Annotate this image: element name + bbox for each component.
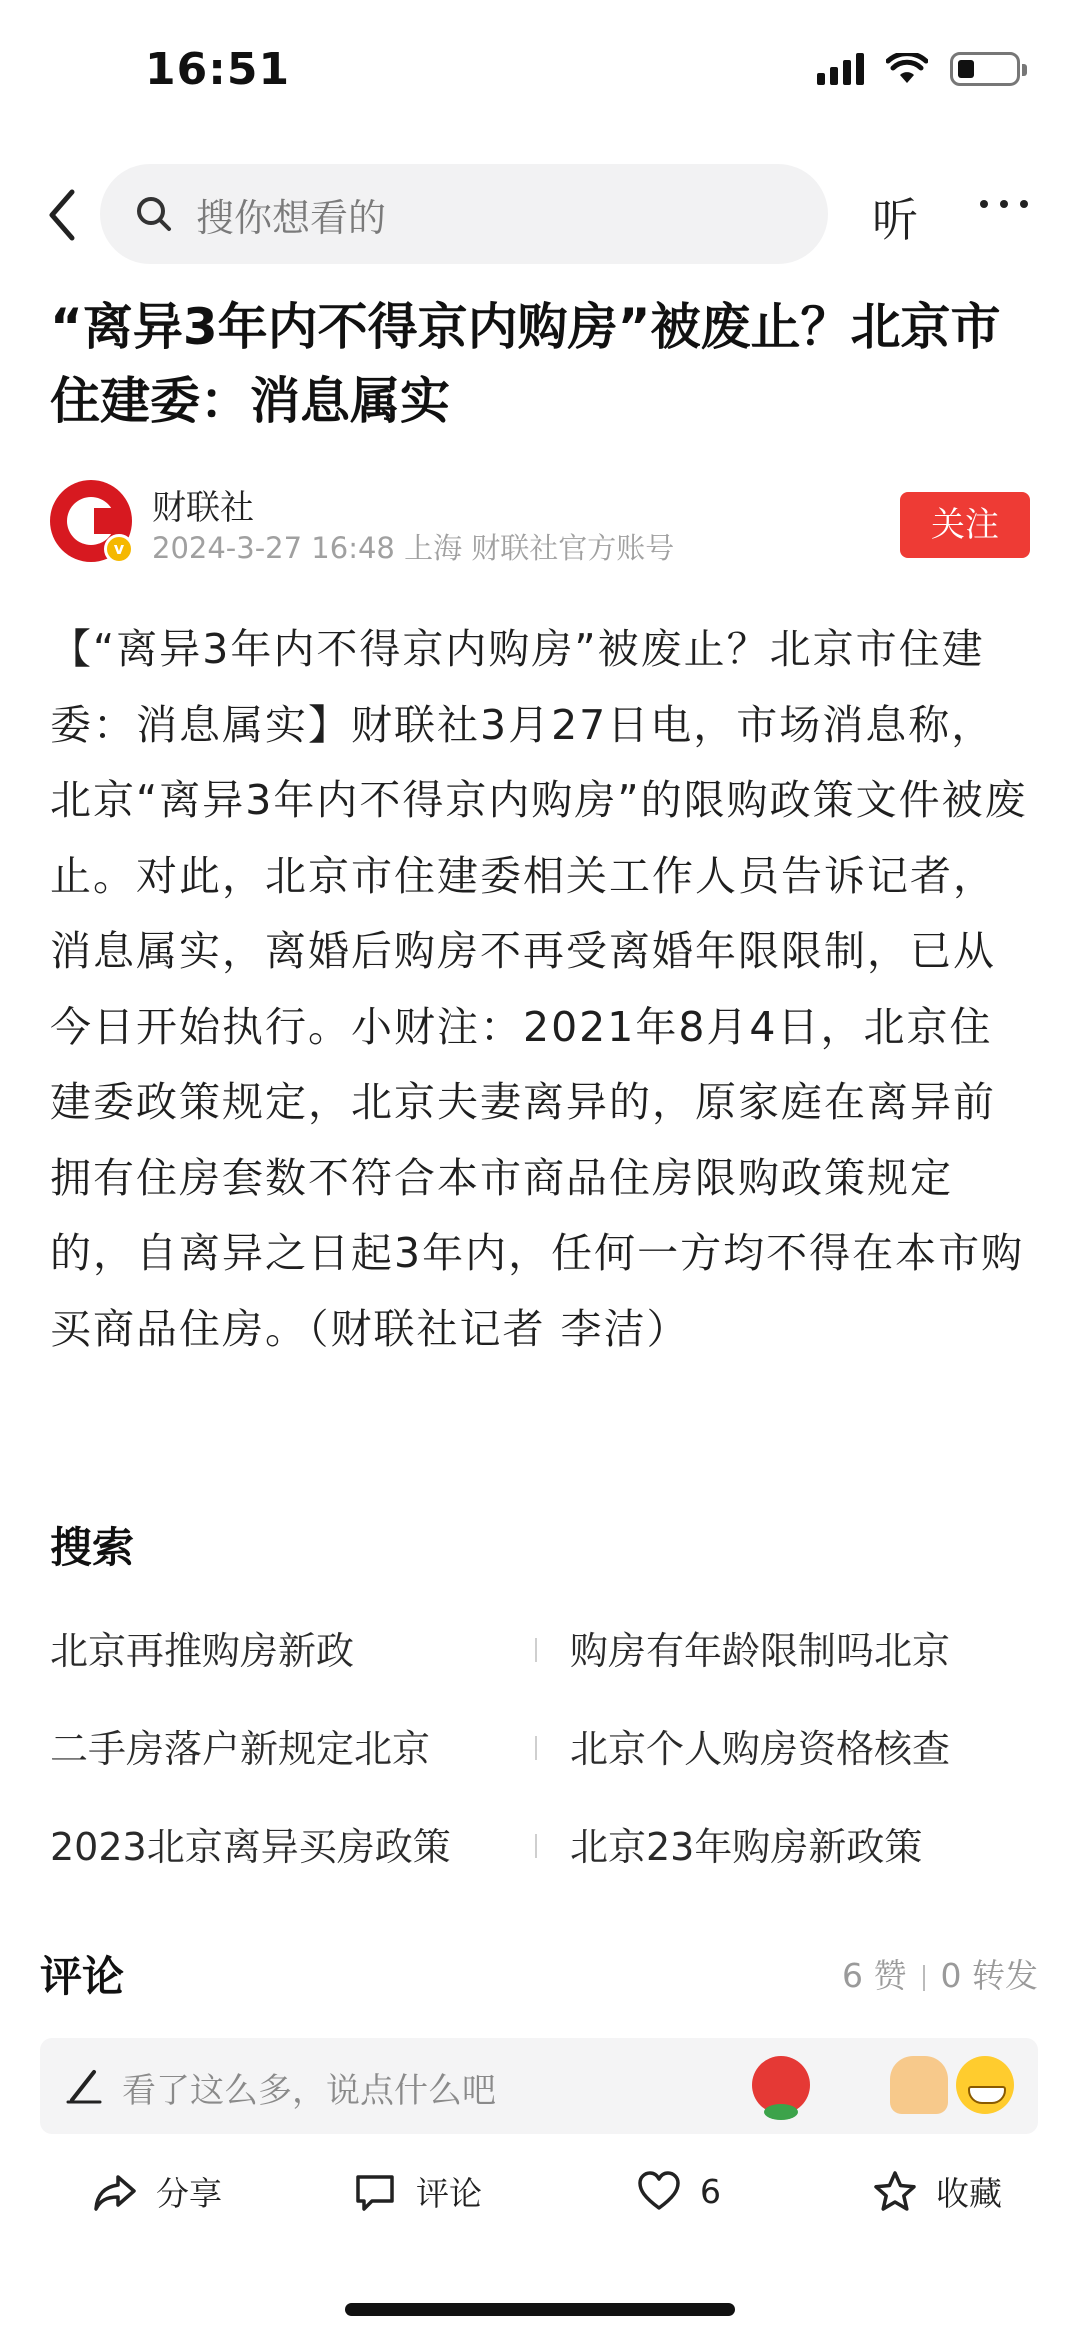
comment-placeholder: 看了这么多，说点什么吧 [122, 2071, 496, 2111]
nav-bar [0, 160, 1080, 270]
cellular-signal-icon [817, 53, 864, 85]
status-icons [817, 52, 1020, 86]
wifi-icon [886, 53, 928, 85]
chevron-left-icon[interactable] [38, 182, 88, 248]
status-bar [0, 0, 1080, 150]
action-bar [0, 2158, 1080, 2248]
author-meta: 2024-3-27 16:48 上海 财联社官方账号 [152, 531, 675, 565]
like-count: 6 [700, 2171, 721, 2211]
pray-emoji-icon[interactable] [890, 2056, 948, 2114]
reposts-count: 0 转发 [940, 1956, 1038, 1995]
search-row [50, 1620, 1040, 1718]
article-title: “离异3年内不得京内购房”被废止？北京市住建委：消息属实 [50, 298, 1001, 430]
rose-emoji-icon[interactable] [752, 2056, 810, 2114]
favorite-label: 收藏 [936, 2174, 1002, 2213]
comment-icon [352, 2169, 398, 2215]
divider [535, 1638, 537, 1662]
author-name[interactable]: 财联社 [152, 488, 254, 528]
pen-icon [64, 2066, 104, 2106]
search-suggestion[interactable]: 北京23年购房新政策 [570, 1825, 923, 1869]
search-suggestion[interactable]: 北京个人购房资格核查 [570, 1727, 951, 1771]
favorite-button[interactable] [872, 2168, 1002, 2215]
status-time: 16:51 [145, 44, 291, 95]
share-label: 分享 [156, 2174, 222, 2213]
search-placeholder: 搜你想看的 [196, 195, 387, 240]
comments-stats [842, 1950, 1038, 1997]
search-row [50, 1718, 1040, 1816]
divider [535, 1736, 537, 1760]
divider [535, 1834, 537, 1858]
author-row [50, 480, 1030, 570]
search-suggestion[interactable]: 北京再推购房新政 [50, 1629, 355, 1673]
comment-input[interactable] [40, 2038, 1038, 2134]
listen-button[interactable]: 听 [872, 193, 918, 247]
comment-button[interactable] [352, 2168, 482, 2215]
avatar[interactable] [50, 480, 132, 562]
search-section-title: 搜索 [50, 1523, 135, 1572]
article-body: 【“离异3年内不得京内购房”被废止？北京市住建委：消息属实】财联社3月27日电，市场消息称，北京“离异3年内不得京内购房”的限购政策文件被废止。对此，北京市住建委相关工作人员告诉记者，消息属实，离婚后购房不再受离婚年限限制，已从今日开始执行。小财注：2021年8月4日，北京住建委政策规定，北京夫妻离异的，原家庭在离异前拥有住房套数不符合本市商品住房限购政策规定的，自离异之日起3年内，任何一方均不得在本市购买商品住房。（财联社记者 李洁） [50, 625, 1028, 1353]
star-icon [872, 2169, 918, 2215]
likes-count: 6 赞 [842, 1956, 907, 1995]
like-button[interactable] [636, 2168, 721, 2214]
battery-icon [950, 52, 1020, 86]
follow-button[interactable]: 关注 [900, 492, 1030, 558]
search-input[interactable] [100, 164, 828, 264]
share-button[interactable] [92, 2168, 222, 2215]
grin-emoji-icon[interactable] [956, 2056, 1014, 2114]
search-suggestion[interactable]: 2023北京离异买房政策 [50, 1825, 451, 1869]
share-icon [92, 2169, 138, 2215]
search-suggestions [50, 1620, 1040, 1914]
more-dots-icon[interactable] [980, 200, 1028, 208]
comments-title: 评论 [40, 1952, 125, 2001]
search-suggestion[interactable]: 购房有年龄限制吗北京 [570, 1629, 951, 1673]
search-row [50, 1816, 1040, 1914]
comment-label: 评论 [416, 2174, 482, 2213]
search-suggestion[interactable]: 二手房落户新规定北京 [50, 1727, 431, 1771]
verified-badge-icon: v [104, 534, 134, 564]
search-icon [134, 194, 174, 234]
heart-icon [636, 2168, 682, 2214]
home-indicator[interactable] [345, 2303, 735, 2316]
